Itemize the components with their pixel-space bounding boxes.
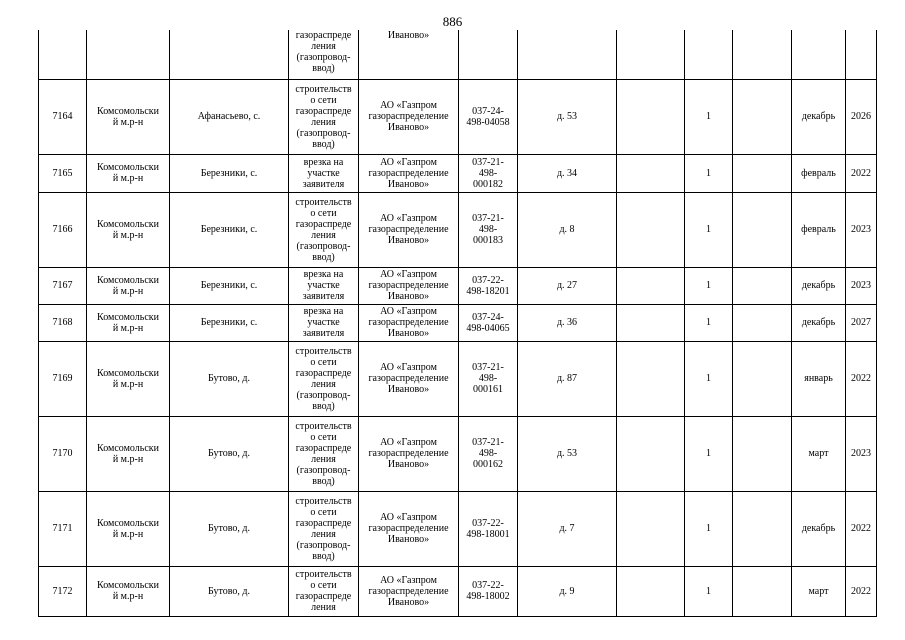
cell-organization: АО «Газпром газораспределение Иваново» [359, 267, 459, 304]
cell-house: д. 8 [518, 192, 617, 267]
cell-settlement [170, 30, 289, 79]
cell-year: 2022 [846, 491, 877, 566]
cell-year: 2023 [846, 267, 877, 304]
cell-quantity: 1 [685, 267, 733, 304]
cell-month [792, 30, 846, 79]
cell-work-type: строительств о сети газораспреде ления (газопровод- ввод) [289, 341, 359, 416]
cell-month: декабрь [792, 491, 846, 566]
table-row [39, 491, 877, 566]
cell-empty [617, 154, 685, 192]
cell-number: 7165 [39, 154, 87, 192]
cell-organization: АО «Газпром газораспределение Иваново» [359, 192, 459, 267]
cell-empty [617, 416, 685, 491]
cell-organization: АО «Газпром газораспределение Иваново» [359, 416, 459, 491]
cell-district: Комсомольски й м.р-н [87, 267, 170, 304]
table-row [39, 267, 877, 304]
cell-house: д. 34 [518, 154, 617, 192]
cell-organization: АО «Газпром газораспределение Иваново» [359, 491, 459, 566]
cell-quantity: 1 [685, 304, 733, 341]
cell-application-code: 037-21- 498- 000162 [459, 416, 518, 491]
cell-house: д. 27 [518, 267, 617, 304]
cell-organization: АО «Газпром газораспределение Иваново» [359, 304, 459, 341]
cell-month: март [792, 416, 846, 491]
cell-house: д. 87 [518, 341, 617, 416]
cell-number: 7167 [39, 267, 87, 304]
cell-empty [733, 566, 792, 616]
cell-empty [733, 491, 792, 566]
cell-application-code: 037-21- 498- 000183 [459, 192, 518, 267]
cell-quantity: 1 [685, 192, 733, 267]
cell-number: 7166 [39, 192, 87, 267]
cell-number: 7170 [39, 416, 87, 491]
cell-empty [617, 192, 685, 267]
cell-quantity: 1 [685, 566, 733, 616]
cell-month: февраль [792, 154, 846, 192]
cell-number: 7164 [39, 79, 87, 154]
cell-number: 7168 [39, 304, 87, 341]
cell-district: Комсомольски й м.р-н [87, 491, 170, 566]
cell-quantity: 1 [685, 491, 733, 566]
cell-house: д. 9 [518, 566, 617, 616]
cell-quantity: 1 [685, 416, 733, 491]
cell-empty [617, 267, 685, 304]
cell-settlement: Березники, с. [170, 154, 289, 192]
cell-organization: АО «Газпром газораспределение Иваново» [359, 341, 459, 416]
cell-empty [733, 154, 792, 192]
table-row [39, 566, 877, 616]
cell-month: март [792, 566, 846, 616]
cell-year [846, 30, 877, 79]
cell-work-type: строительств о сети газораспреде ления (газопровод- ввод) [289, 192, 359, 267]
cell-house [518, 30, 617, 79]
cell-house: д. 7 [518, 491, 617, 566]
cell-work-type: врезка на участке заявителя [289, 267, 359, 304]
cell-empty [733, 267, 792, 304]
cell-settlement: Березники, с. [170, 192, 289, 267]
cell-work-type: строительств о сети газораспреде ления (газопровод- ввод) [289, 491, 359, 566]
cell-application-code: 037-22- 498-18002 [459, 566, 518, 616]
cell-organization: Иваново» [359, 30, 459, 79]
cell-year: 2023 [846, 416, 877, 491]
cell-year: 2022 [846, 154, 877, 192]
page-number: 886 [442, 14, 463, 29]
cell-year: 2026 [846, 79, 877, 154]
cell-settlement: Березники, с. [170, 304, 289, 341]
cell-empty [617, 79, 685, 154]
table-body [39, 30, 877, 616]
cell-year: 2022 [846, 566, 877, 616]
cell-work-type: строительств о сети газораспреде ления [289, 566, 359, 616]
cell-application-code: 037-21- 498- 000161 [459, 341, 518, 416]
cell-year: 2022 [846, 341, 877, 416]
cell-empty [733, 304, 792, 341]
cell-application-code: 037-22- 498-18001 [459, 491, 518, 566]
cell-empty [733, 79, 792, 154]
cell-district: Комсомольски й м.р-н [87, 566, 170, 616]
table-row [39, 416, 877, 491]
cell-settlement: Бутово, д. [170, 341, 289, 416]
cell-application-code: 037-22- 498-18201 [459, 267, 518, 304]
cell-district: Комсомольски й м.р-н [87, 192, 170, 267]
cell-work-type: врезка на участке заявителя [289, 304, 359, 341]
cell-year: 2027 [846, 304, 877, 341]
cell-district: Комсомольски й м.р-н [87, 79, 170, 154]
cell-organization: АО «Газпром газораспределение Иваново» [359, 154, 459, 192]
cell-settlement: Березники, с. [170, 267, 289, 304]
table-row [39, 304, 877, 341]
cell-number: 7172 [39, 566, 87, 616]
cell-district: Комсомольски й м.р-н [87, 416, 170, 491]
cell-quantity: 1 [685, 341, 733, 416]
cell-work-type: строительств о сети газораспреде ления (газопровод- ввод) [289, 79, 359, 154]
cell-empty [733, 341, 792, 416]
cell-year: 2023 [846, 192, 877, 267]
cell-number [39, 30, 87, 79]
cell-work-type: строительств о сети газораспреде ления (газопровод- ввод) [289, 416, 359, 491]
cell-month: февраль [792, 192, 846, 267]
cell-quantity: 1 [685, 154, 733, 192]
table-row [39, 79, 877, 154]
cell-work-type: газораспреде ления (газопровод- ввод) [289, 30, 359, 79]
cell-month: декабрь [792, 79, 846, 154]
table-row [39, 154, 877, 192]
cell-application-code: 037-24- 498-04065 [459, 304, 518, 341]
cell-month: декабрь [792, 267, 846, 304]
cell-district [87, 30, 170, 79]
cell-empty [617, 341, 685, 416]
cell-house: д. 53 [518, 79, 617, 154]
table-row [39, 341, 877, 416]
cell-empty [733, 192, 792, 267]
cell-work-type: врезка на участке заявителя [289, 154, 359, 192]
cell-empty [617, 491, 685, 566]
cell-district: Комсомольски й м.р-н [87, 304, 170, 341]
cell-house: д. 36 [518, 304, 617, 341]
cell-number: 7169 [39, 341, 87, 416]
cell-district: Комсомольски й м.р-н [87, 341, 170, 416]
cell-settlement: Бутово, д. [170, 566, 289, 616]
cell-month: декабрь [792, 304, 846, 341]
gasification-table [38, 30, 877, 617]
cell-settlement: Бутово, д. [170, 491, 289, 566]
cell-empty [733, 416, 792, 491]
cell-empty [617, 304, 685, 341]
cell-district: Комсомольски й м.р-н [87, 154, 170, 192]
cell-application-code: 037-21- 498- 000182 [459, 154, 518, 192]
table-row [39, 192, 877, 267]
cell-number: 7171 [39, 491, 87, 566]
cell-quantity: 1 [685, 79, 733, 154]
cell-empty [733, 30, 792, 79]
cell-organization: АО «Газпром газораспределение Иваново» [359, 79, 459, 154]
cell-quantity [685, 30, 733, 79]
cell-house: д. 53 [518, 416, 617, 491]
continuation-row [39, 30, 877, 79]
cell-empty [617, 30, 685, 79]
cell-organization: АО «Газпром газораспределение Иваново» [359, 566, 459, 616]
cell-empty [617, 566, 685, 616]
cell-settlement: Афанасьево, с. [170, 79, 289, 154]
cell-month: январь [792, 341, 846, 416]
cell-application-code: 037-24- 498-04058 [459, 79, 518, 154]
cell-application-code [459, 30, 518, 79]
cell-settlement: Бутово, д. [170, 416, 289, 491]
